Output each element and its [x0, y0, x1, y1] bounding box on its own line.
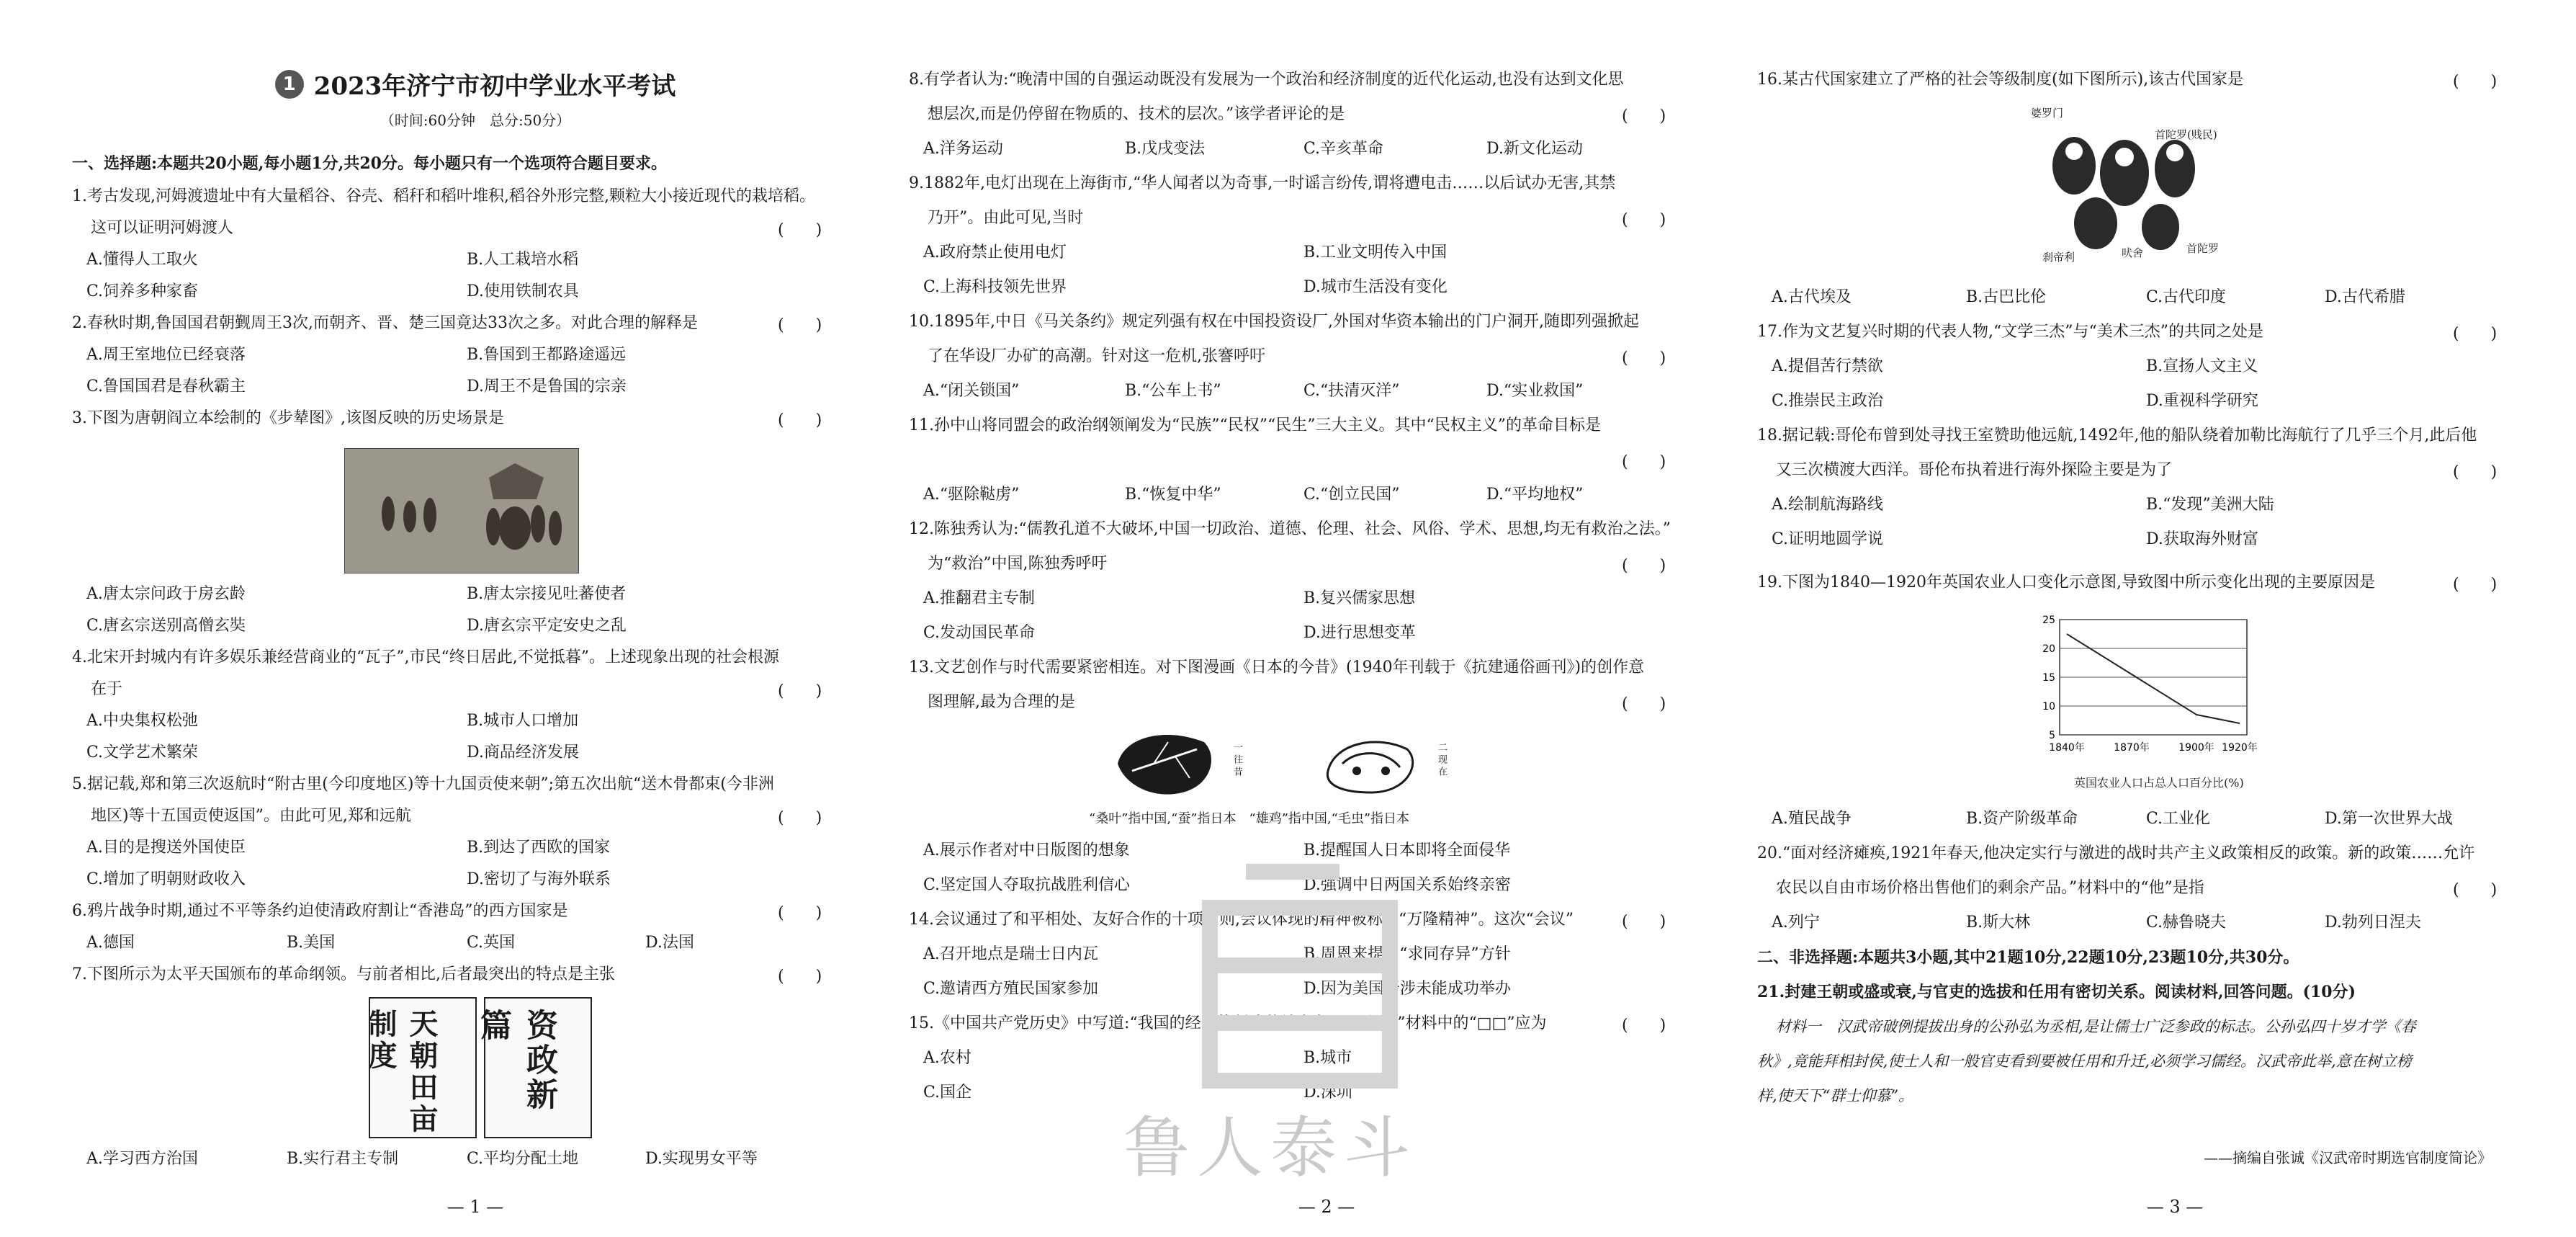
- q18-answer-blank[interactable]: ( ): [2453, 463, 2498, 481]
- q14-answer-blank[interactable]: ( ): [1622, 913, 1666, 931]
- q14-option-d[interactable]: D.因为美国干涉未能成功举办: [1303, 980, 1511, 998]
- q14-option-c[interactable]: C.邀请西方殖民国家参加: [923, 980, 1099, 998]
- q18-stem-1: 18.据记载:哥伦布曾到处寻找王室赞助他远航,1492年,他的船队绕着加勒比海航行了几乎三个月,此后他: [1757, 427, 2477, 445]
- scroll-tianchao-tianmu: [364, 997, 477, 1138]
- exam-title-text: 2023年济宁市初中学业水平考试: [313, 72, 676, 101]
- q1-option-c[interactable]: C.饲养多种家畜: [86, 282, 199, 300]
- q4-option-b[interactable]: B.城市人口增加: [467, 712, 579, 730]
- page-2: [909, 0, 1744, 1237]
- q1-option-a[interactable]: A.懂得人工取火: [86, 251, 198, 269]
- q12-stem-1: 12.陈独秀认为:“儒教孔道不大破坏,中国一切政治、道德、伦理、社会、风俗、学术、思想,均无有救治之法。”: [909, 520, 1671, 538]
- exam-header: [58, 66, 893, 130]
- q14-stem: 14.会议通过了和平相处、友好合作的十项原则,会议体现的精神被称为“万隆精神”。这次“会议”: [909, 911, 1574, 929]
- q16-option-c[interactable]: C.古代印度: [2146, 288, 2227, 306]
- q8-option-d[interactable]: D.新文化运动: [1486, 140, 1583, 158]
- q6-option-a[interactable]: A.德国: [86, 934, 135, 952]
- section-1-heading: 一、选择题:本题共20小题,每小题1分,共20分。每小题只有一个选项符合题目要求。: [72, 154, 667, 173]
- page-number-3: — 3 —: [2146, 1197, 2204, 1217]
- q13-option-b[interactable]: B.提醒国人日本即将全面侵华: [1303, 841, 1511, 859]
- q12-stem-2: 为“救治”中国,陈独秀呼吁: [928, 555, 1108, 573]
- q18-stem-2: 又三次横渡大西洋。哥伦布执着进行海外探险主要是为了: [1776, 461, 2173, 479]
- q1-answer-blank[interactable]: ( ): [778, 221, 822, 239]
- q7-stem: 7.下图所示为太平天国颁布的革命纲领。与前者相比,后者最突出的特点是主张: [72, 965, 615, 983]
- q2-option-b[interactable]: B.鲁国到王都路途遥远: [467, 346, 627, 364]
- q1-option-b[interactable]: B.人工栽培水稻: [467, 251, 579, 269]
- y-tick-label-20: 20: [2042, 643, 2055, 655]
- q12-option-d[interactable]: D.进行思想变革: [1303, 624, 1416, 642]
- q19-option-d[interactable]: D.第一次世界大战: [2325, 810, 2453, 828]
- q4-answer-blank[interactable]: ( ): [778, 682, 822, 700]
- q19-option-a[interactable]: A.殖民战争: [1772, 810, 1852, 828]
- q7-answer-blank[interactable]: ( ): [778, 968, 822, 986]
- q13-option-d[interactable]: D.强调中日两国关系始终亲密: [1303, 876, 1511, 894]
- q9-option-a[interactable]: A.政府禁止使用电灯: [923, 244, 1067, 262]
- q8-answer-blank[interactable]: ( ): [1622, 107, 1666, 125]
- q5-stem-2: 地区)等十五国贡使返国”。由此可见,郑和远航: [91, 807, 411, 825]
- q8-option-a[interactable]: A.洋务运动: [923, 140, 1003, 158]
- q4-stem-2: 在于: [91, 680, 123, 698]
- q2-answer-blank[interactable]: ( ): [778, 316, 822, 334]
- q16-stem: 16.某古代国家建立了严格的社会等级制度(如下图所示),该古代国家是: [1757, 71, 2244, 89]
- q14-option-b[interactable]: B.周恩来提出“求同存异”方针: [1303, 945, 1511, 963]
- q20-option-d[interactable]: D.勃列日涅夫: [2325, 914, 2421, 932]
- q1-stem-2: 这可以证明河姆渡人: [91, 219, 234, 237]
- y-tick-label-10: 10: [2042, 701, 2055, 713]
- caste-label-shudra: 首陀罗: [2186, 242, 2220, 255]
- q15-option-c[interactable]: C.国企: [923, 1084, 972, 1102]
- buniantu-painting: [344, 448, 579, 573]
- q16-answer-blank[interactable]: ( ): [2453, 73, 2498, 91]
- q18-option-b[interactable]: B.“发现”美洲大陆: [2146, 496, 2274, 514]
- q15-option-b[interactable]: B.城市: [1303, 1049, 1352, 1067]
- q1-stem-1: 1.考古发现,河姆渡遗址中有大量稻谷、谷壳、稻秆和稻叶堆积,稻谷外形完整,颗粒大小接近现代的栽培稻。: [72, 187, 815, 205]
- q17-option-b[interactable]: B.宣扬人文主义: [2146, 357, 2258, 375]
- q17-option-c[interactable]: C.推崇民主政治: [1772, 392, 1884, 410]
- q9-stem-1: 9.1882年,电灯出现在上海街市,“华人闻者以为奇事,一时谣言纷传,谓将遭电击……以后试办无害,其禁: [909, 174, 1616, 192]
- q3-option-a[interactable]: A.唐太宗问政于房玄龄: [86, 585, 246, 603]
- q20-option-c[interactable]: C.赫鲁晓夫: [2146, 914, 2227, 932]
- q1-option-d[interactable]: D.使用铁制农具: [467, 282, 579, 300]
- caste-label-kshatriya: 刹帝利: [2042, 251, 2075, 264]
- q19-option-b[interactable]: B.资产阶级革命: [1966, 810, 2078, 828]
- q15-answer-blank[interactable]: ( ): [1622, 1017, 1666, 1035]
- q5-option-b[interactable]: B.到达了西欧的国家: [467, 839, 611, 857]
- q5-option-c[interactable]: C.增加了明朝财政收入: [86, 870, 246, 888]
- y-tick-label-15: 15: [2042, 672, 2055, 684]
- cartoon-2-caption: 二 现 在: [1436, 742, 1447, 777]
- scroll-1-title: 天朝田亩制度: [364, 1009, 439, 1135]
- q8-stem-2: 想层次,而是仍停留在物质的、技术的层次。”该学者评论的是: [928, 105, 1345, 123]
- cartoon-1-caption: 一 往 昔: [1231, 742, 1242, 777]
- q9-option-b[interactable]: B.工业文明传入中国: [1303, 244, 1448, 262]
- q6-answer-blank[interactable]: ( ): [778, 904, 822, 922]
- q15-option-a[interactable]: A.农村: [923, 1049, 971, 1067]
- q19-stem: 19.下图为1840—1920年英国农业人口变化示意图,导致图中所示变化出现的主要原因是: [1757, 573, 2375, 591]
- exam-title: [275, 66, 676, 102]
- q13-answer-blank[interactable]: ( ): [1622, 695, 1666, 713]
- q4-option-c[interactable]: C.文学艺术繁荣: [86, 743, 199, 762]
- q4-option-d[interactable]: D.商品经济发展: [467, 743, 579, 762]
- q7-option-b[interactable]: B.实行君主专制: [287, 1150, 399, 1168]
- q6-option-c[interactable]: C.英国: [467, 934, 516, 952]
- y-tick-label-25: 25: [2042, 615, 2055, 626]
- scroll-zizheng-xinpian: [475, 997, 592, 1138]
- q21-material-2: 秋》,竟能拜相封侯,使士人和一般官吏看到要被任用和升迁,必须学习儒经。汉武帝此举,意在树立榜: [1757, 1053, 2412, 1070]
- q21-source: ——摘编自张诚《汉武帝时期选官制度简论》: [2204, 1149, 2492, 1166]
- page-number-1: — 1 —: [446, 1197, 504, 1217]
- q21-material-3: 样,使天下“群士仰慕”。: [1757, 1087, 1914, 1104]
- series-line: [2067, 634, 2240, 723]
- q3-option-b[interactable]: B.唐太宗接见吐蕃使者: [467, 585, 627, 603]
- q17-option-d[interactable]: D.重视科学研究: [2146, 392, 2258, 410]
- q11-option-a[interactable]: A.“驱除鞑虏”: [923, 486, 1020, 504]
- q20-stem-2: 农民以自由市场价格出售他们的剩余产品。”材料中的“他”是指: [1776, 879, 2204, 897]
- q20-option-a[interactable]: A.列宁: [1772, 914, 1820, 932]
- q10-stem-1: 10.1895年,中日《马关条约》规定列强有权在中国投资设厂,外国对华资本输出的门户洞开,随即列强掀起: [909, 313, 1639, 331]
- q8-option-c[interactable]: C.辛亥革命: [1303, 140, 1384, 158]
- q5-stem-1: 5.据记载,郑和第三次返航时“附古里(今印度地区)等十九国贡使来朝”;第五次出航“送木骨都束(今非洲: [72, 775, 774, 793]
- x-tick-label-0: 1840年: [2049, 742, 2085, 754]
- q13-option-a[interactable]: A.展示作者对中日版图的想象: [923, 841, 1130, 859]
- painting-figures-icon: [345, 449, 578, 573]
- q5-option-d[interactable]: D.密切了与海外联系: [467, 870, 611, 888]
- q9-stem-2: 乃开”。由此可见,当时: [928, 209, 1084, 227]
- q18-option-c[interactable]: C.证明地圆学说: [1772, 530, 1884, 548]
- q20-option-b[interactable]: B.斯大林: [1966, 914, 2031, 932]
- q6-option-d[interactable]: D.法国: [645, 934, 694, 952]
- watermark-text: 鲁人泰斗: [1123, 1109, 1418, 1187]
- q8-option-b[interactable]: B.戊戌变法: [1125, 140, 1206, 158]
- q5-option-a[interactable]: A.目的是搜送外国使臣: [86, 839, 246, 857]
- q20-answer-blank[interactable]: ( ): [2453, 881, 2498, 899]
- q3-answer-blank[interactable]: ( ): [778, 411, 822, 429]
- q13-stem-1: 13.文艺创作与时代需要紧密相连。对下图漫画《日本的今昔》(1940年刊载于《抗建通俗画刊》)的创作意: [909, 658, 1645, 676]
- q2-option-a[interactable]: A.周王室地位已经衰落: [86, 346, 246, 364]
- population-line-chart: [2031, 612, 2261, 756]
- rooster-caterpillar-cartoon-icon: [1314, 728, 1429, 800]
- x-tick-label-2: 1900年: [2178, 742, 2214, 754]
- scroll-2-title: 资政新篇: [475, 1009, 557, 1112]
- q9-option-c[interactable]: C.上海科技领先世界: [923, 278, 1067, 296]
- x-tick-label-3: 1920年: [2222, 742, 2258, 754]
- q13-option-c[interactable]: C.坚定国人夺取抗战胜利信心: [923, 876, 1131, 894]
- q15-stem: 15.《中国共产党历史》中写道:“我国的经济体制改革首先在□□展开。”材料中的“□□”应为: [909, 1014, 1547, 1032]
- q16-option-d[interactable]: D.古代希腊: [2325, 288, 2405, 306]
- q21-material-1: 材料一 汉武帝破例提拔出身的公孙弘为丞相,是让儒士广泛参政的标志。公孙弘四十岁才学《春: [1776, 1018, 2416, 1035]
- caste-label-untouchable: 首陀罗(贱民): [2155, 128, 2217, 141]
- q10-option-c[interactable]: C.“扶清灭洋”: [1303, 382, 1400, 400]
- q19-option-c[interactable]: C.工业化: [2146, 810, 2211, 828]
- q4-option-a[interactable]: A.中央集权松弛: [86, 712, 198, 730]
- q17-answer-blank[interactable]: ( ): [2453, 325, 2498, 343]
- mulberry-leaf-cartoon-icon: [1110, 728, 1226, 800]
- q8-stem-1: 8.有学者认为:“晚清中国的自强运动既没有发展为一个政治和经济制度的近代化运动,也没有达到文化思: [909, 71, 1624, 89]
- x-tick-label-1: 1870年: [2114, 742, 2150, 754]
- q11-option-c[interactable]: C.“创立民国”: [1303, 486, 1400, 504]
- caste-label-brahmin: 婆罗门: [2031, 107, 2064, 120]
- q21-stem: 21.封建王朝或盛或衰,与官吏的选拔和任用有密切关系。阅读材料,回答问题。(10分): [1757, 983, 2356, 1001]
- number-badge: 1: [275, 70, 304, 99]
- chart-caption: 英国农业人口占总人口百分比(%): [2074, 776, 2244, 790]
- q17-option-a[interactable]: A.提倡苦行禁欲: [1772, 357, 1883, 375]
- q3-option-d[interactable]: D.唐玄宗平定安史之乱: [467, 617, 627, 635]
- q12-option-c[interactable]: C.发动国民革命: [923, 624, 1036, 642]
- q3-stem: 3.下图为唐朝阎立本绘制的《步辇图》,该图反映的历史场景是: [72, 409, 504, 427]
- q11-option-b[interactable]: B.“恢复中华”: [1125, 486, 1221, 504]
- q16-option-b[interactable]: B.古巴比伦: [1966, 288, 2047, 306]
- q7-option-c[interactable]: C.平均分配土地: [467, 1150, 579, 1168]
- q2-option-c[interactable]: C.鲁国国君是春秋霸主: [86, 378, 246, 396]
- exam-subtitle: （时间:60分钟 总分:50分）: [380, 112, 571, 129]
- page-3: [1757, 0, 2576, 1237]
- q10-answer-blank[interactable]: ( ): [1622, 349, 1666, 367]
- q10-option-a[interactable]: A.“闭关锁国”: [923, 382, 1020, 400]
- q7-option-a[interactable]: A.学习西方治国: [86, 1150, 198, 1168]
- q11-answer-blank[interactable]: ( ): [1622, 453, 1666, 471]
- q10-stem-2: 了在华设厂办矿的高潮。针对这一危机,张謇呼吁: [928, 347, 1265, 365]
- q4-stem-1: 4.北宋开封城内有许多娱乐兼经营商业的“瓦子”,市民“终日居此,不觉抵暮”。上述现象出现的社会根源: [72, 648, 779, 666]
- q2-stem: 2.春秋时期,鲁国国君朝觐周王3次,而朝齐、晋、楚三国竟达33次之多。对此合理的解释是: [72, 314, 698, 332]
- q5-answer-blank[interactable]: ( ): [778, 809, 822, 827]
- page-1: [58, 0, 893, 1237]
- q15-option-d[interactable]: D.深圳: [1303, 1084, 1352, 1102]
- caste-label-vaishya: 吠舍: [2122, 246, 2144, 259]
- q12-answer-blank[interactable]: ( ): [1622, 557, 1666, 575]
- page-number-2: — 2 —: [1298, 1197, 1355, 1217]
- q16-option-a[interactable]: A.古代埃及: [1772, 288, 1852, 306]
- q10-option-b[interactable]: B.“公车上书”: [1125, 382, 1221, 400]
- q13-stem-2: 图理解,最为合理的是: [928, 693, 1075, 711]
- q12-option-b[interactable]: B.复兴儒家思想: [1303, 589, 1416, 607]
- q19-answer-blank[interactable]: ( ): [2453, 576, 2498, 594]
- q6-stem: 6.鸦片战争时期,通过不平等条约迫使清政府割让“香港岛”的西方国家是: [72, 902, 568, 920]
- section-2-heading: 二、非选择题:本题共3小题,其中21题10分,22题10分,23题10分,共30分。: [1757, 948, 2299, 967]
- q20-stem-1: 20.“面对经济瘫痪,1921年春天,他决定实行与激进的战时共产主义政策相反的政策。新的政策……允许: [1757, 844, 2475, 862]
- q18-option-a[interactable]: A.绘制航海路线: [1772, 496, 1883, 514]
- q6-option-b[interactable]: B.美国: [287, 934, 336, 952]
- q18-option-d[interactable]: D.获取海外财富: [2146, 530, 2258, 548]
- q9-answer-blank[interactable]: ( ): [1622, 211, 1666, 229]
- q7-option-d[interactable]: D.实现男女平等: [645, 1150, 758, 1168]
- y-tick-label-5: 5: [2049, 730, 2055, 741]
- q11-stem: 11.孙中山将同盟会的政治纲领阐发为“民族”“民权”“民生”三大主义。其中“民权主义”的革命目标是: [909, 416, 1601, 434]
- q10-option-d[interactable]: D.“实业救国”: [1486, 382, 1584, 400]
- q2-option-d[interactable]: D.周王不是鲁国的宗亲: [467, 378, 627, 396]
- q17-stem: 17.作为文艺复兴时期的代表人物,“文学三杰”与“美术三杰”的共同之处是: [1757, 323, 2263, 341]
- q9-option-d[interactable]: D.城市生活没有变化: [1303, 278, 1448, 296]
- q14-option-a[interactable]: A.召开地点是瑞士日内瓦: [923, 945, 1098, 963]
- q13-image-caption: “桑叶”指中国,“蚕”指日本 “雄鸡”指中国,“毛虫”指日本: [1089, 811, 1410, 826]
- q11-option-d[interactable]: D.“平均地权”: [1486, 486, 1584, 504]
- q12-option-a[interactable]: A.推翻君主专制: [923, 589, 1035, 607]
- q3-option-c[interactable]: C.唐玄宗送别高僧玄奘: [86, 617, 246, 635]
